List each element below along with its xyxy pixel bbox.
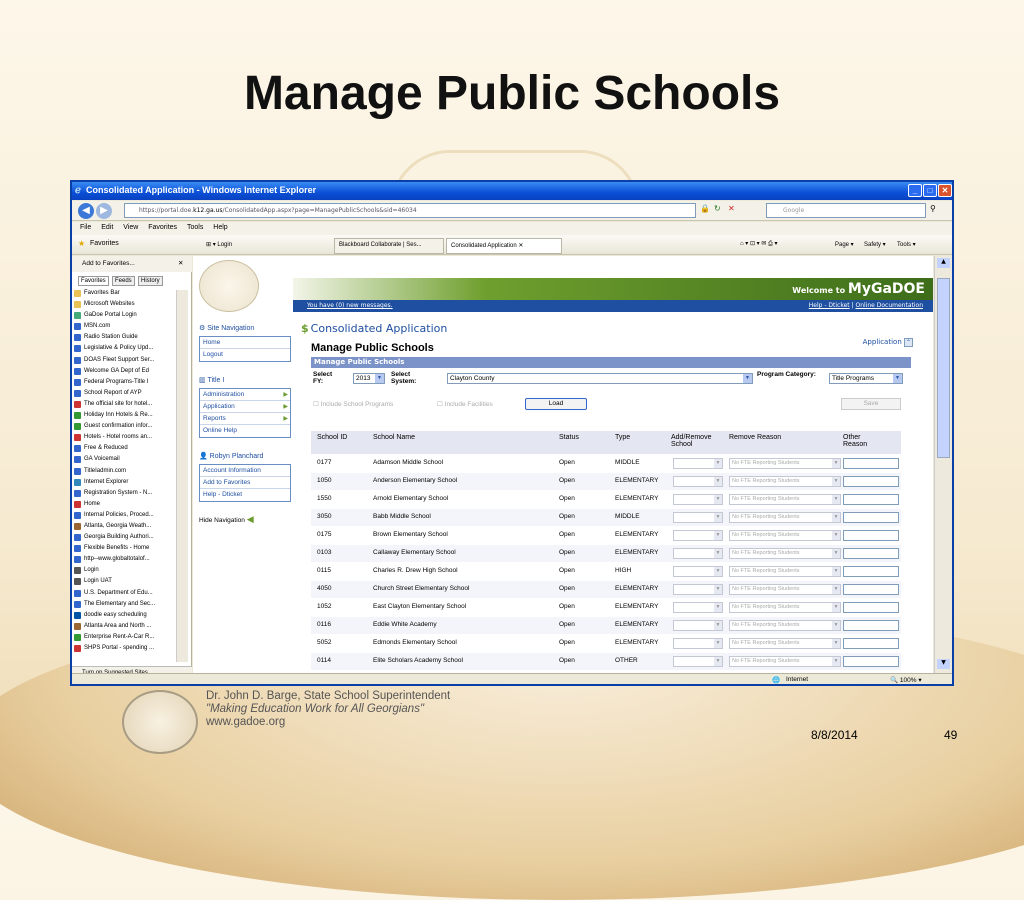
user-header: 👤 Robyn Planchard [199, 453, 264, 460]
double-arrow-left-icon: ◀ [246, 514, 254, 524]
application-link-label: Application [862, 338, 902, 346]
panel-header: Manage Public Schools [311, 357, 911, 368]
add-remove-select[interactable] [673, 566, 723, 577]
other-reason-input[interactable] [843, 602, 899, 613]
other-reason-input[interactable] [843, 476, 899, 487]
close-button[interactable]: ✕ [938, 184, 952, 197]
school-type: ELEMENTARY [615, 495, 659, 502]
add-remove-select[interactable] [673, 530, 723, 541]
favorite-item[interactable]: U.S. Department of Edu... [72, 588, 176, 599]
favorite-item[interactable]: doodle easy scheduling [72, 610, 176, 621]
table-row [311, 617, 901, 635]
slide-date: 8/8/2014 [811, 728, 858, 742]
back-button[interactable]: ◀ [78, 203, 94, 219]
school-id: 0175 [317, 531, 332, 538]
menu-favorites[interactable]: Favorites [148, 224, 178, 231]
menu-help[interactable]: Help [213, 224, 228, 231]
footer-seal-logo [122, 690, 198, 754]
page-content [193, 256, 933, 673]
school-type: MIDDLE [615, 459, 640, 466]
col-other-reason: Other Reason [843, 434, 868, 448]
favorite-item[interactable]: Guest confirmation infor... [72, 421, 176, 432]
favorites-pane-header [72, 256, 192, 272]
favorite-item[interactable]: TitleIadmin.com [72, 466, 176, 477]
home-icon[interactable]: ⌂ ▾ ⊡ ▾ ✉ ⎙ ▾ [740, 241, 778, 247]
remove-reason-select[interactable]: No FTE Reporting Students ▼ [729, 566, 841, 577]
school-type: ELEMENTARY [615, 549, 659, 556]
app-title [301, 322, 449, 335]
favorite-item[interactable]: Atlanta, Georgia Weath... [72, 521, 176, 532]
menu-edit[interactable]: Edit [101, 224, 114, 231]
table-row [311, 545, 901, 563]
school-name: Charles R. Drew High School [373, 567, 458, 574]
nav-account-info[interactable]: Account Information [200, 465, 290, 477]
title1-nav-list [199, 388, 291, 438]
table-row [311, 599, 901, 617]
favorite-item[interactable]: Microsoft Websites [72, 299, 176, 310]
school-status: Open [559, 621, 575, 628]
tab-feeds[interactable]: Feeds [112, 276, 135, 286]
add-remove-select[interactable] [673, 512, 723, 523]
scroll-thumb[interactable] [937, 278, 950, 458]
nav-application[interactable] [200, 401, 290, 413]
favorites-button[interactable]: Favorites [90, 240, 119, 247]
table-header [311, 431, 901, 454]
tools-menu[interactable]: Tools ▾ [897, 242, 916, 248]
application-link[interactable] [863, 338, 913, 347]
globe-icon: 🌐 [772, 677, 781, 684]
favorite-item[interactable]: GA Voicemail [72, 454, 176, 465]
table-body [311, 455, 901, 673]
col-type: Type [615, 434, 631, 441]
favorite-item[interactable]: Home [72, 499, 176, 510]
nav-logout[interactable]: Logout [203, 351, 223, 358]
school-id: 0116 [317, 621, 331, 628]
school-status: Open [559, 639, 575, 646]
menu-file[interactable]: File [80, 224, 92, 231]
school-id: 3050 [317, 513, 332, 520]
table-row [311, 527, 901, 545]
school-id: 0114 [317, 657, 331, 664]
program-category-select[interactable]: Title Programs ▼ [829, 373, 903, 384]
add-remove-select[interactable] [673, 584, 723, 595]
favorite-item[interactable]: Flexible Benefits - Home [72, 543, 176, 554]
safety-menu[interactable]: Safety ▾ [864, 242, 886, 248]
page-menu[interactable]: Page ▾ [835, 242, 854, 248]
site-navigation-header: ⚙ Site Navigation [199, 325, 255, 332]
user-nav-list [199, 464, 291, 502]
school-status: Open [559, 495, 575, 502]
school-id: 0115 [317, 567, 331, 574]
favorite-item[interactable]: Radio Station Guide [72, 332, 176, 343]
school-id: 5052 [317, 639, 332, 646]
fy-select[interactable]: 2013 ▼ [353, 373, 385, 384]
app-title-text: Consolidated Application [310, 322, 448, 335]
remove-reason-select[interactable]: No FTE Reporting Students ▼ [729, 584, 841, 595]
school-status: Open [559, 513, 575, 520]
remove-reason-select[interactable]: No FTE Reporting Students ▼ [729, 458, 841, 469]
other-reason-input[interactable] [843, 494, 899, 505]
favorite-item[interactable]: SHPS Portal - spending ... [72, 643, 176, 654]
school-type: ELEMENTARY [615, 585, 659, 592]
ie-icon: ℯ [75, 185, 81, 196]
include-facilities-checkbox[interactable]: ☐ Include Facilities [437, 401, 493, 408]
school-status: Open [559, 477, 575, 484]
table-row [311, 581, 901, 599]
school-type: HIGH [615, 567, 632, 574]
school-id: 0177 [317, 459, 332, 466]
tab-consolidated[interactable]: Consolidated Application ✕ [446, 238, 562, 254]
other-reason-input[interactable] [843, 656, 899, 667]
side-navigation [193, 316, 293, 673]
col-add-remove: Add/Remove School [671, 434, 712, 448]
school-name: Church Street Elementary School [373, 585, 470, 592]
favorite-item[interactable]: DOAS Fleet Support Ser... [72, 355, 176, 366]
checkbox-label: Include Facilities [444, 401, 493, 408]
address-row [72, 201, 952, 221]
school-id: 1052 [317, 603, 332, 610]
include-school-programs-checkbox[interactable]: ☐ Include School Programs [313, 401, 394, 408]
browser-window [70, 180, 954, 686]
favorites-list [72, 288, 176, 654]
school-name: Adamson Middle School [373, 459, 444, 466]
window-title: Consolidated Application - Windows Internet Explorer [86, 185, 317, 195]
favorite-item[interactable]: Holiday Inn Hotels & Re... [72, 410, 176, 421]
gadoe-seal-logo [199, 260, 259, 312]
school-status: Open [559, 657, 575, 664]
hide-navigation-link[interactable] [199, 514, 293, 525]
collapse-icon[interactable]: ⌃ [905, 339, 912, 346]
nav-label: Reports [203, 415, 226, 422]
search-input[interactable]: Google [766, 203, 926, 218]
arrow-right-icon: ▶ [283, 416, 288, 422]
save-button[interactable]: Save [841, 398, 901, 410]
nav-reports[interactable] [200, 413, 290, 425]
url-path: /ConsolidatedApp.aspx?page=ManagePublicSchools&sid=46034 [222, 207, 417, 214]
tab-history[interactable]: History [138, 276, 163, 286]
table-row [311, 473, 901, 491]
favorites-pane [72, 256, 192, 673]
stop-icon[interactable]: ✕ [728, 204, 735, 213]
scroll-down-icon[interactable]: ▼ [937, 659, 950, 669]
url-host: k12.ga.us [193, 207, 223, 214]
address-bar[interactable] [124, 203, 696, 218]
site-nav-list [199, 336, 291, 362]
menu-view[interactable]: View [123, 224, 139, 231]
favorite-item[interactable]: MSN.com [72, 321, 176, 332]
table-row [311, 653, 901, 671]
page-title: Manage Public Schools [311, 342, 434, 354]
slide-title: Manage Public Schools [243, 67, 781, 120]
school-type: ELEMENTARY [615, 603, 659, 610]
school-status: Open [559, 585, 575, 592]
other-reason-input[interactable] [843, 458, 899, 469]
school-type: MIDDLE [615, 513, 640, 520]
zone-label: Internet [786, 676, 809, 683]
favorite-item[interactable]: Enterprise Rent-A-Car R... [72, 632, 176, 643]
search-icon[interactable]: ⚲ [930, 204, 936, 213]
school-id: 4050 [317, 585, 332, 592]
school-status: Open [559, 459, 575, 466]
school-name: Edmonds Elementary School [373, 639, 457, 646]
school-name: Anderson Elementary School [373, 477, 458, 484]
remove-reason-select[interactable]: No FTE Reporting Students ▼ [729, 476, 841, 487]
user-name: Robyn Planchard [209, 453, 264, 460]
favorite-item[interactable]: Legislative & Policy Upd... [72, 343, 176, 354]
tab-label: Consolidated Application [451, 243, 517, 249]
school-name: Brown Elementary School [373, 531, 448, 538]
help-dticket-link[interactable]: Help - Dticket [808, 302, 850, 309]
add-remove-select[interactable] [673, 638, 723, 649]
title1-label: Title I [207, 377, 225, 384]
menu-tools[interactable]: Tools [187, 224, 204, 231]
school-status: Open [559, 531, 575, 538]
add-remove-select[interactable] [673, 656, 723, 667]
table-row [311, 509, 901, 527]
add-remove-select[interactable] [673, 458, 723, 469]
tab-login[interactable]: ⊞ ▾ Login [206, 242, 233, 248]
tab-favorites[interactable]: Favorites [78, 276, 109, 286]
school-name: Callaway Elementary School [373, 549, 456, 556]
favorite-item[interactable]: Internet Explorer [72, 477, 176, 488]
table-row [311, 491, 901, 509]
col-school-id: School ID [317, 434, 348, 441]
footer-line2: "Making Education Work for All Georgians" [206, 703, 425, 715]
schools-table [311, 431, 901, 673]
school-type: ELEMENTARY [615, 477, 659, 484]
tab-label: Blackboard Collaborate | Ses... [339, 242, 422, 248]
other-reason-input[interactable] [843, 530, 899, 541]
zoom-value: 100% [899, 677, 917, 684]
school-name: Arnold Elementary School [373, 495, 449, 502]
minimize-button[interactable]: _ [908, 184, 922, 197]
favorite-item[interactable]: Atlanta Area and North ... [72, 621, 176, 632]
favorite-item[interactable]: Favorites Bar [72, 288, 176, 299]
filter-panel [311, 368, 911, 428]
add-remove-select[interactable] [673, 602, 723, 613]
menu-bar [72, 222, 952, 235]
nav-administration[interactable] [200, 389, 290, 401]
select-system-label: Select System: [391, 371, 417, 385]
title1-header: ▥ Title I [199, 377, 225, 384]
online-docs-link[interactable]: Online Documentation [855, 302, 923, 309]
nav-help-dticket[interactable]: Help - Dticket [203, 491, 243, 498]
school-id: 1050 [317, 477, 332, 484]
select-fy-label: Select FY: [313, 371, 333, 385]
favorite-item[interactable]: Georgia Building Authori... [72, 532, 176, 543]
nav-home[interactable]: Home [200, 337, 290, 349]
footer-text [206, 690, 450, 729]
favorite-item[interactable]: Hotels - Hotel rooms an... [72, 432, 176, 443]
col-school-name: School Name [373, 434, 416, 441]
school-status: Open [559, 549, 575, 556]
favorite-item[interactable]: GaDoe Portal Login [72, 310, 176, 321]
browser-titlebar [72, 182, 952, 200]
favorite-item[interactable]: Login UAT [72, 576, 176, 587]
other-reason-input[interactable] [843, 620, 899, 631]
lock-icon[interactable]: 🔒 [700, 204, 710, 213]
nav-label: Application [203, 403, 235, 410]
welcome-prefix: Welcome to [792, 286, 846, 295]
nav-label: Administration [203, 391, 245, 398]
other-reason-input[interactable] [843, 584, 899, 595]
footer-line1: Dr. John D. Barge, State School Superintendent [206, 690, 451, 702]
nav-online-help[interactable]: Online Help [203, 427, 237, 434]
remove-reason-select[interactable]: No FTE Reporting Students ▼ [729, 494, 841, 505]
arrow-right-icon: ▶ [283, 392, 288, 398]
load-button[interactable]: Load [525, 398, 587, 410]
add-remove-select[interactable] [673, 548, 723, 559]
app-logo-icon: $ [301, 322, 309, 335]
zoom-control[interactable]: 🔍 100% ▾ [890, 677, 922, 684]
add-remove-select[interactable] [673, 476, 723, 487]
school-type: ELEMENTARY [615, 621, 659, 628]
nav-add-favorites[interactable]: Add to Favorites [200, 477, 290, 489]
favorite-item[interactable]: http--www.globaltotalof... [72, 554, 176, 565]
favorite-item[interactable]: School Report of AYP [72, 388, 176, 399]
message-band: You have (0) new messages. Help - Dticket | Online Documentation [293, 300, 933, 312]
arrow-right-icon: ▶ [283, 404, 288, 410]
school-type: ELEMENTARY [615, 531, 659, 538]
remove-reason-select[interactable]: No FTE Reporting Students ▼ [729, 512, 841, 523]
table-row [311, 455, 901, 473]
remove-reason-select[interactable]: No FTE Reporting Students ▼ [729, 530, 841, 541]
footer-line3: www.gadoe.org [206, 716, 286, 728]
remove-reason-select[interactable]: No FTE Reporting Students ▼ [729, 620, 841, 631]
school-name: Elite Scholars Academy School [373, 657, 463, 664]
star-icon: ★ [78, 239, 86, 248]
scroll-up-icon[interactable]: ▲ [937, 258, 950, 268]
favorite-item[interactable]: The official site for hotel... [72, 399, 176, 410]
favorites-scrollbar[interactable] [176, 290, 188, 662]
refresh-icon[interactable]: ↻ [714, 204, 721, 213]
favorite-item[interactable]: Internal Policies, Proced... [72, 510, 176, 521]
favorite-item[interactable]: Federal Programs-Title I [72, 377, 176, 388]
remove-reason-select[interactable]: No FTE Reporting Students ▼ [729, 656, 841, 667]
favorite-item[interactable]: Welcome GA Dept of Ed [72, 366, 176, 377]
url-prefix: https://portal.doe. [139, 207, 194, 214]
other-reason-input[interactable] [843, 548, 899, 559]
other-reason-input[interactable] [843, 512, 899, 523]
slide-number: 49 [944, 728, 958, 742]
maximize-button[interactable]: □ [923, 184, 937, 197]
brand-name: MyGaDOE [847, 281, 925, 297]
forward-button[interactable]: ▶ [96, 203, 112, 219]
favorites-bar [72, 235, 952, 255]
remove-reason-select[interactable]: No FTE Reporting Students ▼ [729, 638, 841, 649]
add-remove-select[interactable] [673, 494, 723, 505]
favorite-item[interactable]: The Elementary and Sec... [72, 599, 176, 610]
school-type: OTHER [615, 657, 638, 664]
system-select[interactable]: Clayton County ▼ [447, 373, 753, 384]
school-name: Eddie White Academy [373, 621, 437, 628]
other-reason-input[interactable] [843, 566, 899, 577]
program-category-label: Program Category: [757, 371, 816, 378]
col-status: Status [559, 434, 579, 441]
school-id: 0103 [317, 549, 332, 556]
remove-reason-select[interactable]: No FTE Reporting Students ▼ [729, 548, 841, 559]
add-remove-select[interactable] [673, 620, 723, 631]
school-id: 1550 [317, 495, 332, 502]
messages-link[interactable]: You have (0) new messages. [307, 302, 393, 309]
school-type: ELEMENTARY [615, 639, 659, 646]
favorite-item[interactable]: Login [72, 565, 176, 576]
status-bar [72, 673, 952, 686]
col-remove-reason: Remove Reason [729, 434, 782, 441]
welcome-band [293, 278, 933, 300]
welcome-text [792, 281, 925, 297]
close-icon[interactable]: ✕ [178, 260, 184, 267]
add-to-favorites-button[interactable]: Add to Favorites... [82, 260, 135, 267]
school-status: Open [559, 567, 575, 574]
checkbox-label: Include School Programs [320, 401, 394, 408]
hide-nav-label: Hide Navigation [199, 517, 245, 524]
favorite-item[interactable]: Registration System - N... [72, 488, 176, 499]
school-name: East Clayton Elementary School [373, 603, 467, 610]
tab-blackboard[interactable] [334, 238, 444, 254]
main-area [301, 316, 921, 673]
table-row [311, 635, 901, 653]
site-banner [193, 256, 933, 312]
favorite-item[interactable]: Free & Reduced [72, 443, 176, 454]
school-status: Open [559, 603, 575, 610]
other-reason-input[interactable] [843, 638, 899, 649]
table-row [311, 563, 901, 581]
nav-header-label: Site Navigation [207, 325, 255, 332]
remove-reason-select[interactable]: No FTE Reporting Students ▼ [729, 602, 841, 613]
page-scrollbar[interactable] [934, 256, 952, 673]
tab-label: Login [217, 242, 233, 248]
school-name: Babb Middle School [373, 513, 431, 520]
